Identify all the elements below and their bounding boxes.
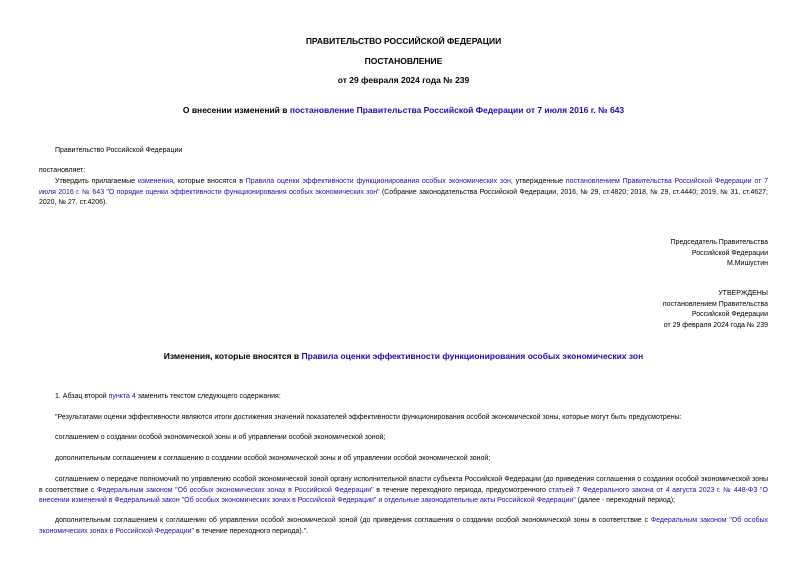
changes-title-prefix: Изменения, которые вносятся в: [163, 351, 302, 361]
document-date-number: от 29 февраля 2024 года № 239: [337, 75, 470, 85]
change-item-4: дополнительным соглашением к соглашению о создании особой экономической зоны и об управлении особой экономической зоной;: [55, 455, 491, 462]
document-type: ПОСТАНОВЛЕНИЕ: [364, 56, 443, 66]
paragraph-text: Утвердить прилагаемые: [55, 178, 138, 185]
federal-law-link[interactable]: Федеральным законом "Об особых экономических зонах в Российской Федерации": [97, 486, 374, 494]
approved-block: [663, 289, 768, 331]
resolution-link[interactable]: постановлением Правительства Российской Федерации от 7 июля 2016 г. № 643 "О порядке оценки эффективности функционирования особых экономических зон": [39, 178, 768, 196]
decides-text: постановляет:: [39, 167, 86, 174]
signature-name: М.Мишустин: [726, 260, 768, 267]
approved-line-1: постановлением Правительства: [662, 300, 768, 308]
changes-link[interactable]: изменения: [137, 178, 174, 185]
changes-title: [0, 351, 807, 362]
paragraph-text: (Собрание законодательства Российской Федерации, 2016, № 29, ст.4820; 2018, № 29, ст.4440; 2019, № 31, ст.4627; 2020, № 27, ст.4206).: [39, 188, 768, 206]
paragraph-text: , утвержденные: [510, 178, 566, 185]
paragraph-text: , которые вносятся в: [173, 178, 246, 185]
change-item-3: соглашением о создании особой экономической зоны и об управлении особой экономической зоной;: [55, 434, 386, 441]
change-item-1: [39, 392, 768, 403]
signature-position-2: Российской Федерации: [691, 249, 768, 257]
paragraph-approve: [39, 177, 768, 209]
paragraph-text: в течение переходного периода, предусмотренного: [373, 486, 549, 494]
paragraph-text: в течение переходного периода).".: [194, 527, 309, 535]
resolution-643-link[interactable]: постановление Правительства Российской Федерации от 7 июля 2016 г. № 643: [289, 105, 625, 115]
article-7-link[interactable]: статьей 7 Федерального закона от 4 августа 2023 г. № 448-ФЗ "О внесении изменений в Федеральный закон "Об особых экономических зонах в Российской Федерации" и отдельные законодательные акты Российской Федерации": [39, 486, 768, 504]
change-item-2: "Результатами оценки эффективности являются итоги достижения значений показателей эффективности функционирования особой экономической зоны, которые могут быть предусмотрены:: [55, 414, 682, 421]
point-4-link[interactable]: пункта 4: [108, 393, 136, 400]
paragraph-text: дополнительным соглашением к соглашению об управлении особой экономической зоной (до приведения соглашения о создании особой экономической зоны в соответствие с: [55, 517, 651, 524]
document-title-prefix: О внесении изменений в: [182, 105, 290, 115]
rules-link[interactable]: Правила оценки эффективности функционирования особых экономических зон: [245, 178, 511, 185]
issuer-text: Правительство Российской Федерации: [55, 147, 183, 154]
change-item-6: [39, 516, 768, 537]
approved-line-3: от 29 февраля 2024 года № 239: [663, 321, 768, 329]
federal-law-link-2[interactable]: Федеральным законом "Об особых экономических зонах в Российской Федерации": [39, 517, 769, 535]
approved-line-2: Российской Федерации: [691, 311, 768, 318]
document-title: [0, 105, 807, 116]
signature-block: [671, 238, 768, 270]
paragraph-text: 1. Абзац второй: [55, 393, 109, 400]
change-item-5: [39, 475, 768, 507]
paragraph-text: соглашением о передаче полномочий по управлению особой экономической зоной органу исполнительной власти субъекта Российской Федерации (до приведения соглашения о создании особой экономической зоны в соответствие с: [39, 476, 768, 494]
changes-rules-link[interactable]: Правила оценки эффективности функционирования особых экономических зон: [301, 351, 644, 361]
paragraph-text: заменить текстом следующего содержания:: [135, 393, 281, 400]
paragraph-text: (далее - переходный период);: [575, 497, 676, 504]
government-heading: ПРАВИТЕЛЬСТВО РОССИЙСКОЙ ФЕДЕРАЦИИ: [305, 36, 502, 46]
signature-position: Председатель Правительства: [670, 239, 768, 246]
approved-label: УТВЕРЖДЕНЫ: [718, 290, 768, 297]
